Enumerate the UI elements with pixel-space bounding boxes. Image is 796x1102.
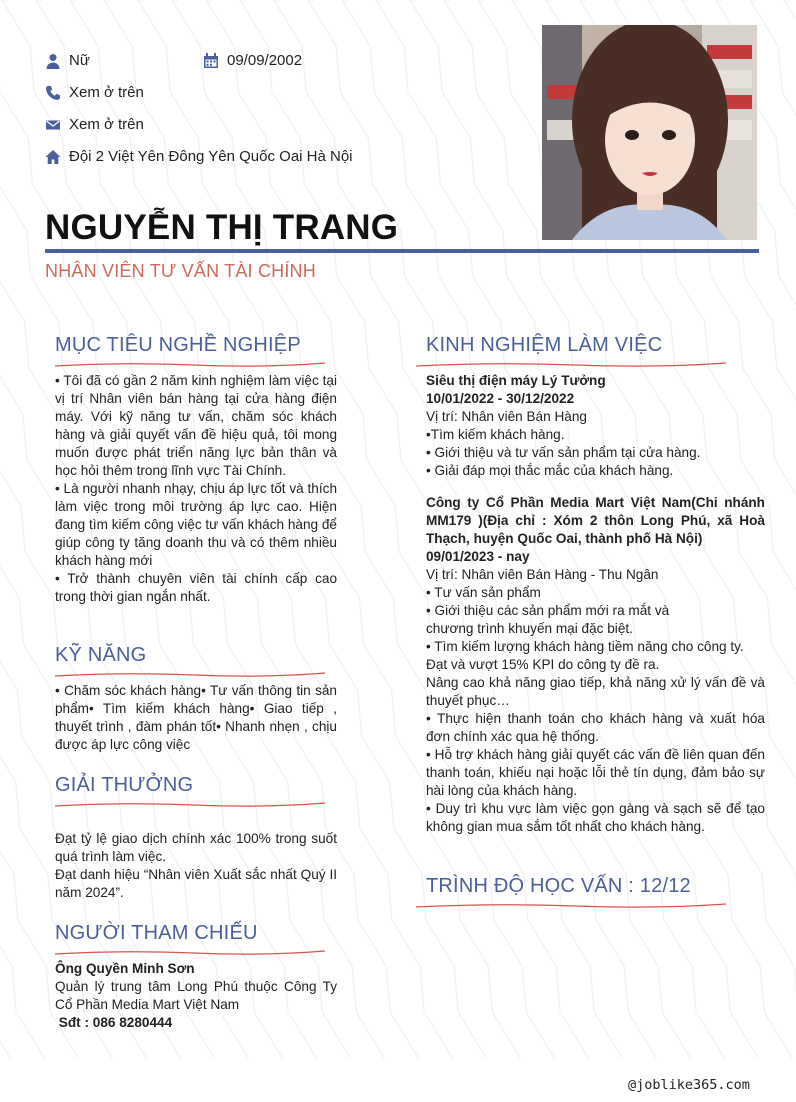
footer-watermark: @joblike365.com bbox=[628, 1077, 750, 1093]
objective-line: • Trở thành chuyên viên tài chính cấp cao trong thời gian ngắn nhất. bbox=[55, 571, 337, 604]
job-line: Nâng cao khả năng giao tiếp, khả năng xử lý vấn đề và thuyết phục… bbox=[426, 675, 765, 708]
address-row bbox=[45, 148, 353, 165]
skills-body bbox=[55, 682, 337, 754]
user-icon bbox=[45, 53, 61, 69]
gender-value: Nữ bbox=[69, 52, 90, 69]
job-line: • Duy trì khu vực làm việc gọn gàng và sạch sẽ để tạo không gian mua sắm tốt nhất cho khách hàng. bbox=[426, 801, 765, 834]
phone-row bbox=[45, 84, 144, 101]
birthdate-row bbox=[203, 52, 302, 69]
birthdate-value: 09/09/2002 bbox=[227, 52, 303, 69]
phone-value: Xem ở trên bbox=[69, 84, 144, 101]
mail-icon bbox=[45, 117, 61, 133]
job-line: • Tìm kiếm lượng khách hàng tiềm năng cho công ty. bbox=[426, 639, 744, 654]
profile-photo bbox=[542, 25, 757, 240]
job-company: Công ty Cổ Phần Media Mart Việt Nam(Chi nhánh MM179 )(Địa chỉ : Xóm 2 thôn Long Phú, xã Hoà Thạch, huyện Quốc Oai, thành phố Hà Nội) bbox=[426, 495, 765, 546]
education-underline bbox=[416, 897, 726, 905]
job-line: • Hỗ trợ khách hàng giải quyết các vấn đề liên quan đến thanh toán, khiếu nại hoặc lỗi thẻ tín dụng, đảm bảo sự hài lòng của khách hàng. bbox=[426, 747, 765, 798]
reference-name: Ông Quyền Minh Sơn bbox=[55, 961, 195, 976]
references-underline bbox=[55, 944, 325, 952]
address-value: Đội 2 Việt Yên Đông Yên Quốc Oai Hà Nội bbox=[69, 148, 353, 165]
objective-body bbox=[55, 372, 337, 606]
skills-underline bbox=[55, 666, 325, 674]
skills-text: • Chăm sóc khách hàng• Tư vấn thông tin sản phẩm• Tìm kiếm khách hàng• Giao tiếp , thuyết trình , đàm phán tốt• Nhanh nhẹn , chịu được áp lực công việc bbox=[55, 683, 337, 752]
job-line: • Giới thiệu các sản phẩm mới ra mắt và bbox=[426, 603, 670, 618]
reference-phone: Sđt : 086 8280444 bbox=[55, 1015, 173, 1030]
job-line: • Thực hiện thanh toán cho khách hàng và xuất hóa đơn chính xác qua hệ thống. bbox=[426, 711, 765, 744]
email-row bbox=[45, 116, 144, 133]
experience-underline bbox=[416, 356, 726, 364]
reference-position: Quản lý trung tâm Long Phú thuộc Công Ty Cổ Phần Media Mart Việt Nam bbox=[55, 979, 337, 1012]
education-title: TRÌNH ĐỘ HỌC VẤN : 12/12 bbox=[426, 875, 691, 897]
awards-title: GIẢI THƯỞNG bbox=[55, 774, 194, 796]
gender-row bbox=[45, 52, 90, 69]
email-value: Xem ở trên bbox=[69, 116, 144, 133]
job-line: Đạt và vượt 15% KPI do công ty đề ra. bbox=[426, 657, 660, 672]
objective-title: MỤC TIÊU NGHỀ NGHIỆP bbox=[55, 334, 301, 356]
calendar-icon bbox=[203, 53, 219, 69]
job-company: Siêu thị điện máy Lý Tưởng bbox=[426, 373, 606, 388]
home-icon bbox=[45, 149, 61, 165]
objective-line: • Là người nhanh nhạy, chịu áp lực tốt và thích làm việc trong môi trường áp lực cao. Hiện đang tìm kiếm công việc tư vấn khách hàng để giúp công ty tăng doanh thu và có thêm nhiều khách hàng mới bbox=[55, 481, 337, 568]
experience-body bbox=[426, 372, 765, 836]
award-line: Đạt tỷ lệ giao dịch chính xác 100% trong suốt quá trình làm việc. bbox=[55, 831, 337, 864]
job-line: • Tư vấn sản phẩm bbox=[426, 585, 541, 600]
award-line: Đạt danh hiệu “Nhân viên Xuất sắc nhất Quý II năm 2024”. bbox=[55, 867, 337, 900]
awards-body bbox=[55, 830, 337, 902]
header-rule bbox=[45, 249, 759, 253]
job-line: •Tìm kiếm khách hàng. bbox=[426, 427, 565, 442]
candidate-name: NGUYỄN THỊ TRANG bbox=[45, 208, 399, 247]
references-body bbox=[55, 960, 337, 1032]
job-period: 10/01/2022 - 30/12/2022 bbox=[426, 391, 575, 406]
job-line: • Giải đáp mọi thắc mắc của khách hàng. bbox=[426, 463, 674, 478]
skills-title: KỸ NĂNG bbox=[55, 644, 147, 666]
phone-icon bbox=[45, 85, 61, 101]
job-line: Vị trí: Nhân viên Bán Hàng bbox=[426, 409, 587, 424]
objective-underline bbox=[55, 356, 325, 364]
job-line: chương trình khuyến mại đặc biệt. bbox=[426, 621, 633, 636]
job-line: • Giới thiệu và tư vấn sản phẩm tại cửa hàng. bbox=[426, 445, 701, 460]
experience-title: KINH NGHIỆM LÀM VIỆC bbox=[426, 334, 663, 356]
objective-line: • Tôi đã có gần 2 năm kinh nghiệm làm việc tại vị trí Nhân viên bán hàng tại cửa hàng điện máy. Với kỹ năng tư vấn, chăm sóc khách hàng và giải quyết vấn đề hiệu quả, tôi mong muốn được phát triển năng lực bản thân và học hỏi thêm trong lĩnh vực Tài Chính. bbox=[55, 373, 337, 478]
awards-underline bbox=[55, 796, 325, 804]
job-period: 09/01/2023 - nay bbox=[426, 549, 530, 564]
job-title: NHÂN VIÊN TƯ VẤN TÀI CHÍNH bbox=[45, 261, 316, 281]
references-title: NGƯỜI THAM CHIẾU bbox=[55, 922, 258, 944]
job-line: Vị trí: Nhân viên Bán Hàng - Thu Ngân bbox=[426, 567, 659, 582]
